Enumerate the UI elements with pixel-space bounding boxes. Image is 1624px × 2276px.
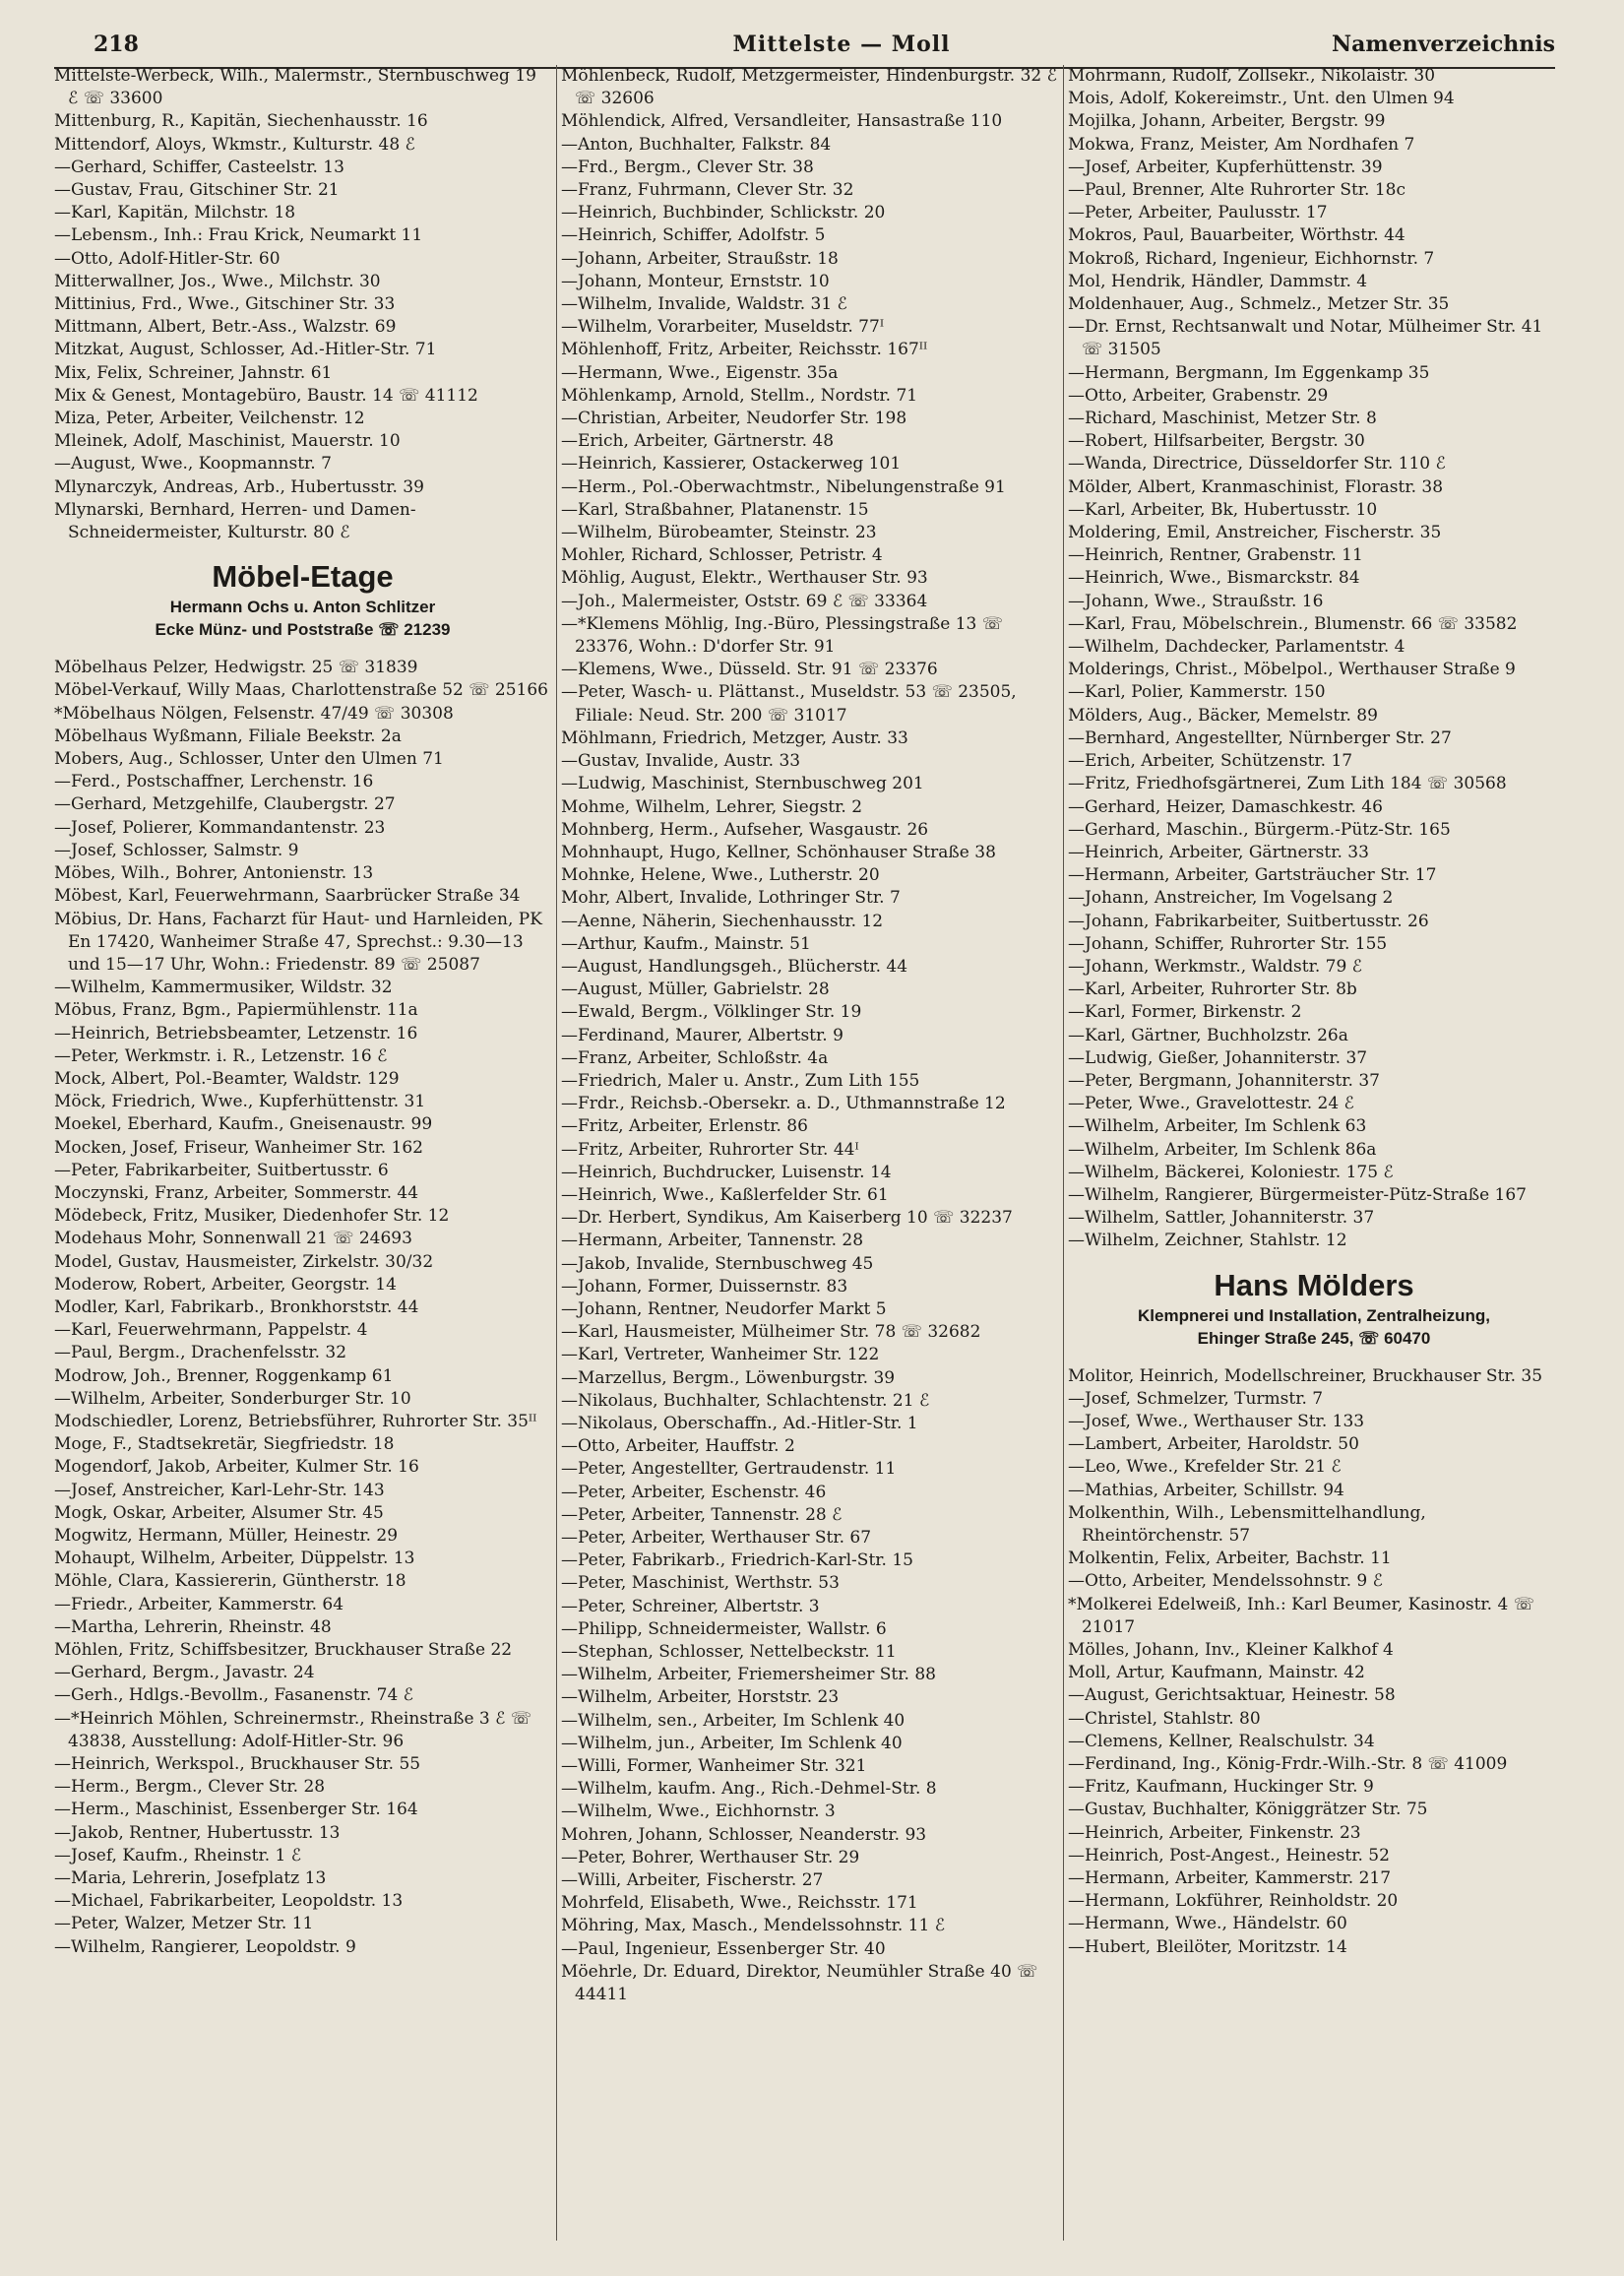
- directory-entry: Mlynarski, Bernhard, Herren- und Damen-Schneidermeister, Kulturstr. 80 ℰ: [54, 499, 416, 543]
- directory-entry: Mitterwallner, Jos., Wwe., Milchstr. 30: [54, 271, 381, 291]
- column-3: [1068, 65, 1560, 2250]
- directory-entry: —Wilhelm, jun., Arbeiter, Im Schlenk 40: [561, 1733, 903, 1753]
- directory-entry: Mogk, Oskar, Arbeiter, Alsumer Str. 45: [54, 1502, 384, 1523]
- directory-entry: —Gerhard, Metzgehilfe, Claubergstr. 27: [54, 794, 396, 815]
- page-header: [54, 28, 1555, 69]
- directory-entry: —Peter, Maschinist, Werthstr. 53: [561, 1573, 840, 1594]
- directory-entry: —Maria, Lehrerin, Josefplatz 13: [54, 1868, 327, 1889]
- ad-line: Ehinger Straße 245, ☏ 60470: [1197, 1328, 1431, 1348]
- directory-entry: Möhlenkamp, Arnold, Stellm., Nordstr. 71: [561, 385, 918, 406]
- directory-entry: —Wilhelm, Zeichner, Stahlstr. 12: [1068, 1231, 1347, 1251]
- directory-entry: —Peter, Walzer, Metzer Str. 11: [54, 1914, 314, 1934]
- directory-entry: —Philipp, Schneidermeister, Wallstr. 6: [561, 1618, 887, 1639]
- directory-entry: —Heinrich, Kassierer, Ostackerweg 101: [561, 454, 902, 474]
- directory-entry: —Franz, Arbeiter, Schloßstr. 4a: [561, 1047, 829, 1068]
- directory-entry: —Frd., Bergm., Clever Str. 38: [561, 157, 814, 177]
- ad-line: Klempnerei und Installation, Zentralheizung,: [1138, 1305, 1490, 1325]
- directory-entry: —Christian, Arbeiter, Neudorfer Str. 198: [561, 409, 907, 429]
- directory-entry: —Otto, Arbeiter, Hauffstr. 2: [561, 1436, 795, 1457]
- directory-entry: —Karl, Feuerwehrmann, Pappelstr. 4: [54, 1320, 368, 1341]
- directory-entry: —Clemens, Kellner, Realschulstr. 34: [1068, 1731, 1375, 1751]
- directory-entry: Möbel-Verkauf, Willy Maas, Charlottenstraße 52 ☏ 25166: [54, 680, 548, 701]
- directory-entry: Mogwitz, Hermann, Müller, Heinestr. 29: [54, 1525, 399, 1546]
- directory-entry: Modler, Karl, Fabrikarb., Bronkhorststr. 44: [54, 1296, 419, 1317]
- directory-entry: Molkentin, Felix, Arbeiter, Bachstr. 11: [1068, 1549, 1392, 1569]
- directory-entry: —Frdr., Reichsb.-Obersekr. a. D., Uthmannstraße 12: [561, 1094, 1006, 1114]
- directory-entry: Moge, F., Stadtsekretär, Siegfriedstr. 18: [54, 1434, 395, 1455]
- directory-entry: Möck, Friedrich, Wwe., Kupferhüttenstr. 31: [54, 1092, 426, 1112]
- directory-entry: Mohaupt, Wilhelm, Arbeiter, Düppelstr. 13: [54, 1549, 415, 1569]
- ad-line: Ecke Münz- und Poststraße ☏ 21239: [155, 620, 451, 640]
- directory-entry: —Wilhelm, Invalide, Waldstr. 31 ℰ: [561, 294, 847, 315]
- directory-entry: Mohnberg, Herm., Aufseher, Wasgaustr. 26: [561, 819, 929, 840]
- directory-entry: —Karl, Straßbahner, Platanenstr. 15: [561, 499, 869, 520]
- directory-entry: —Lebensm., Inh.: Frau Krick, Neumarkt 11: [54, 225, 423, 246]
- entry-list: [561, 65, 1058, 2006]
- directory-entry: Möbelhaus Pelzer, Hedwigstr. 25 ☏ 31839: [54, 658, 418, 678]
- directory-entry: —Klemens, Wwe., Düsseld. Str. 91 ☏ 23376: [561, 660, 938, 680]
- directory-entry: —Johann, Rentner, Neudorfer Markt 5: [561, 1298, 887, 1319]
- directory-entry: —Dr. Herbert, Syndikus, Am Kaiserberg 10 ☏ 32237: [561, 1208, 1013, 1229]
- directory-entry: —Heinrich, Buchbinder, Schlickstr. 20: [561, 203, 886, 223]
- directory-entry: —Peter, Wasch- u. Plättanst., Museldstr. 53 ☏ 23505, Filiale: Neud. Str. 200 ☏ 31017: [561, 682, 1017, 726]
- directory-entry: —Wilhelm, Bäckerei, Koloniestr. 175 ℰ: [1068, 1162, 1394, 1182]
- directory-entry: Moldering, Emil, Anstreicher, Fischerstr. 35: [1068, 523, 1442, 543]
- directory-entry: Modrow, Joh., Brenner, Roggenkamp 61: [54, 1365, 394, 1386]
- directory-entry: —Peter, Wwe., Gravelottestr. 24 ℰ: [1068, 1094, 1354, 1114]
- directory-entry: Mittendorf, Aloys, Wkmstr., Kulturstr. 48 ℰ: [54, 134, 415, 155]
- directory-entry: —Peter, Arbeiter, Tannenstr. 28 ℰ: [561, 1504, 843, 1525]
- directory-entry: —Karl, Polier, Kammerstr. 150: [1068, 682, 1326, 703]
- directory-entry: —Heinrich, Post-Angest., Heinestr. 52: [1068, 1845, 1390, 1865]
- directory-entry: —Gustav, Invalide, Austr. 33: [561, 751, 801, 772]
- directory-entry: —Heinrich, Arbeiter, Gärtnerstr. 33: [1068, 842, 1369, 862]
- directory-entry: —Wilhelm, Arbeiter, Horststr. 23: [561, 1687, 840, 1708]
- directory-entry: —Dr. Ernst, Rechtsanwalt und Notar, Mülheimer Str. 41 ☏ 31505: [1068, 317, 1543, 360]
- directory-entry: Möhlenhoff, Fritz, Arbeiter, Reichsstr. 167ᴵᴵ: [561, 340, 928, 360]
- directory-entry: —Fritz, Arbeiter, Ruhrorter Str. 44ᴵ: [561, 1139, 859, 1160]
- directory-entry: —Ludwig, Gießer, Johanniterstr. 37: [1068, 1047, 1368, 1068]
- directory-entry: Mojilka, Johann, Arbeiter, Bergstr. 99: [1068, 111, 1386, 132]
- ad-title: Möbel-Etage: [212, 559, 394, 595]
- directory-entry: Mix & Genest, Montagebüro, Baustr. 14 ☏ 41112: [54, 385, 478, 406]
- directory-entry: —Leo, Wwe., Krefelder Str. 21 ℰ: [1068, 1457, 1342, 1478]
- directory-entry: —Wilhelm, Rangierer, Leopoldstr. 9: [54, 1936, 356, 1957]
- directory-entry: —Herm., Bergm., Clever Str. 28: [54, 1777, 326, 1798]
- directory-entry: —Heinrich, Betriebsbeamter, Letzenstr. 16: [54, 1023, 418, 1043]
- directory-entry: —Wilhelm, Vorarbeiter, Museldstr. 77ᴵ: [561, 317, 885, 338]
- directory-entry: Mölders, Aug., Bäcker, Memelstr. 89: [1068, 705, 1378, 726]
- directory-entry: —Heinrich, Werkspol., Bruckhauser Str. 55: [54, 1754, 421, 1775]
- directory-entry: Mock, Albert, Pol.-Beamter, Waldstr. 129: [54, 1068, 400, 1089]
- advertisement-hans-moelders: [1068, 1267, 1560, 1350]
- directory-entry: Model, Gustav, Hausmeister, Zirkelstr. 30/32: [54, 1251, 434, 1272]
- directory-entry: Mohrmann, Rudolf, Zollsekr., Nikolaistr. 30: [1068, 66, 1436, 86]
- directory-entry: *Molkerei Edelweiß, Inh.: Karl Beumer, Kasinostr. 4 ☏ 21017: [1068, 1594, 1534, 1637]
- directory-entry: Mohren, Johann, Schlosser, Neanderstr. 93: [561, 1824, 927, 1845]
- directory-entry: Mleinek, Adolf, Maschinist, Mauerstr. 10: [54, 431, 401, 452]
- directory-entry: Moderow, Robert, Arbeiter, Georgstr. 14: [54, 1274, 397, 1295]
- directory-entry: —Friedrich, Maler u. Anstr., Zum Lith 155: [561, 1070, 920, 1091]
- directory-entry: Möbes, Wilh., Bohrer, Antonienstr. 13: [54, 863, 374, 884]
- directory-entry: —Gerhard, Maschin., Bürgerm.-Pütz-Str. 165: [1068, 819, 1451, 840]
- directory-entry: —Bernhard, Angestellter, Nürnberger Str. 27: [1068, 727, 1452, 748]
- directory-entry: —Wilhelm, kaufm. Ang., Rich.-Dehmel-Str. 8: [561, 1779, 937, 1800]
- directory-entry: —Johann, Wwe., Straußstr. 16: [1068, 591, 1324, 611]
- directory-entry: Mittenburg, R., Kapitän, Siechenhausstr. 16: [54, 111, 428, 132]
- directory-entry: —August, Gerichtsaktuar, Heinestr. 58: [1068, 1685, 1396, 1706]
- directory-entry: —Otto, Arbeiter, Mendelssohnstr. 9 ℰ: [1068, 1571, 1383, 1592]
- directory-entry: —Otto, Adolf-Hitler-Str. 60: [54, 248, 281, 269]
- directory-entry: —Fritz, Kaufmann, Huckinger Str. 9: [1068, 1777, 1374, 1798]
- directory-entry: Mohrfeld, Elisabeth, Wwe., Reichsstr. 171: [561, 1893, 918, 1914]
- directory-entry: —Herm., Pol.-Oberwachtmstr., Nibelungenstraße 91: [561, 476, 1006, 497]
- directory-entry: Moll, Artur, Kaufmann, Mainstr. 42: [1068, 1663, 1365, 1683]
- directory-entry: —Heinrich, Schiffer, Adolfstr. 5: [561, 225, 826, 246]
- directory-entry: Moldenhauer, Aug., Schmelz., Metzer Str. 35: [1068, 294, 1450, 315]
- directory-entry: —Hermann, Wwe., Händelstr. 60: [1068, 1914, 1347, 1934]
- directory-entry: —Hermann, Arbeiter, Kammerstr. 217: [1068, 1868, 1392, 1889]
- directory-entry: —August, Handlungsgeh., Blücherstr. 44: [561, 956, 908, 977]
- column-divider: [1063, 65, 1064, 2241]
- directory-entry: —Ferd., Postschaffner, Lerchenstr. 16: [54, 772, 374, 792]
- directory-entry: —Hermann, Lokführer, Reinholdstr. 20: [1068, 1891, 1399, 1912]
- directory-entry: —Michael, Fabrikarbeiter, Leopoldstr. 13: [54, 1891, 404, 1912]
- directory-entry: —Johann, Arbeiter, Straußstr. 18: [561, 248, 839, 269]
- directory-entry: Mitzkat, August, Schlosser, Ad.-Hitler-Str. 71: [54, 340, 437, 360]
- directory-entry: Mobers, Aug., Schlosser, Unter den Ulmen 71: [54, 749, 444, 770]
- directory-entry: —Karl, Vertreter, Wanheimer Str. 122: [561, 1345, 880, 1365]
- directory-entry: Miza, Peter, Arbeiter, Veilchenstr. 12: [54, 409, 365, 429]
- directory-entry: —August, Müller, Gabrielstr. 28: [561, 980, 830, 1000]
- directory-entry: —Johann, Anstreicher, Im Vogelsang 2: [1068, 888, 1394, 909]
- directory-entry: —Franz, Fuhrmann, Clever Str. 32: [561, 180, 854, 201]
- directory-entry: —Karl, Gärtner, Buchholzstr. 26a: [1068, 1025, 1348, 1045]
- directory-entry: —*Klemens Möhlig, Ing.-Büro, Plessingstraße 13 ☏ 23376, Wohn.: D'dorfer Str. 91: [561, 613, 1003, 658]
- directory-entry: Mittmann, Albert, Betr.-Ass., Walzstr. 69: [54, 317, 397, 338]
- directory-entry: —Karl, Kapitän, Milchstr. 18: [54, 203, 296, 223]
- directory-entry: Möhlig, August, Elektr., Werthauser Str. 93: [561, 568, 928, 589]
- directory-entry: —Lambert, Arbeiter, Haroldstr. 50: [1068, 1434, 1359, 1455]
- directory-entry: —Jakob, Invalide, Sternbuschweg 45: [561, 1253, 874, 1274]
- directory-entry: —Wilhelm, sen., Arbeiter, Im Schlenk 40: [561, 1710, 906, 1731]
- directory-entry: —Otto, Arbeiter, Grabenstr. 29: [1068, 385, 1329, 406]
- directory-entry: Mohr, Albert, Invalide, Lothringer Str. 7: [561, 888, 901, 909]
- directory-entry: Mohler, Richard, Schlosser, Petristr. 4: [561, 545, 883, 566]
- directory-entry: —Peter, Angestellter, Gertraudenstr. 11: [561, 1459, 897, 1480]
- directory-entry: —Willi, Arbeiter, Fischerstr. 27: [561, 1870, 824, 1891]
- directory-entry: —Wilhelm, Arbeiter, Im Schlenk 86a: [1068, 1139, 1377, 1160]
- directory-entry: Möhlenbeck, Rudolf, Metzgermeister, Hindenburgstr. 32 ℰ ☏ 32606: [561, 66, 1057, 109]
- directory-entry: —Paul, Brenner, Alte Ruhrorter Str. 18c: [1068, 180, 1406, 201]
- directory-entry: Mölder, Albert, Kranmaschinist, Florastr. 38: [1068, 476, 1444, 497]
- directory-entry: —Wilhelm, Arbeiter, Sonderburger Str. 10: [54, 1388, 411, 1409]
- section-title: Namenverzeichnis: [1332, 32, 1555, 57]
- page-number: 218: [94, 32, 139, 57]
- directory-entry: —Aenne, Näherin, Siechenhausstr. 12: [561, 911, 884, 931]
- entry-list: [54, 657, 551, 1959]
- directory-entry: —Wilhelm, Arbeiter, Im Schlenk 63: [1068, 1116, 1367, 1137]
- directory-entry: Moczynski, Franz, Arbeiter, Sommerstr. 44: [54, 1182, 419, 1203]
- directory-entry: —Wilhelm, Wwe., Eichhornstr. 3: [561, 1802, 836, 1822]
- directory-entry: —Joh., Malermeister, Oststr. 69 ℰ ☏ 33364: [561, 591, 928, 611]
- directory-entry: Mocken, Josef, Friseur, Wanheimer Str. 162: [54, 1137, 423, 1158]
- directory-entry: Mittinius, Frd., Wwe., Gitschiner Str. 33: [54, 294, 396, 315]
- ad-line: Hermann Ochs u. Anton Schlitzer: [169, 598, 436, 617]
- directory-entry: —Karl, Frau, Möbelschrein., Blumenstr. 66 ☏ 33582: [1068, 613, 1518, 634]
- directory-entry: —Marzellus, Bergm., Löwenburgstr. 39: [561, 1367, 896, 1388]
- directory-entry: —*Heinrich Möhlen, Schreinermstr., Rheinstraße 3 ℰ ☏ 43838, Ausstellung: Adolf-Hitler-Str. 96: [54, 1708, 532, 1751]
- directory-entry: Molkenthin, Wilh., Lebensmittelhandlung, Rheintörchenstr. 57: [1068, 1502, 1426, 1546]
- directory-entry: —Hermann, Arbeiter, Gartsträucher Str. 17: [1068, 865, 1437, 886]
- directory-entry: —Josef, Arbeiter, Kupferhüttenstr. 39: [1068, 157, 1383, 177]
- directory-entry: Mol, Hendrik, Händler, Dammstr. 4: [1068, 271, 1368, 291]
- directory-entry: —Josef, Polierer, Kommandantenstr. 23: [54, 817, 386, 838]
- directory-entry: —Wilhelm, Kammermusiker, Wildstr. 32: [54, 978, 393, 998]
- directory-entry: Moekel, Eberhard, Kaufm., Gneisenaustr. 99: [54, 1114, 433, 1135]
- directory-entry: —Gustav, Buchhalter, Königgrätzer Str. 75: [1068, 1800, 1428, 1820]
- directory-entry: —Josef, Schlosser, Salmstr. 9: [54, 840, 299, 860]
- directory-entry: Mokros, Paul, Bauarbeiter, Wörthstr. 44: [1068, 225, 1405, 246]
- directory-entry: Mohnke, Helene, Wwe., Lutherstr. 20: [561, 865, 880, 886]
- directory-entry: —Peter, Bergmann, Johanniterstr. 37: [1068, 1070, 1380, 1091]
- directory-entry: —Wilhelm, Bürobeamter, Steinstr. 23: [561, 523, 877, 543]
- directory-entry: Mokwa, Franz, Meister, Am Nordhafen 7: [1068, 134, 1415, 155]
- directory-entry: —Johann, Former, Duissernstr. 83: [561, 1276, 848, 1296]
- directory-entry: —Johann, Werkmstr., Waldstr. 79 ℰ: [1068, 956, 1362, 977]
- directory-entry: —Heinrich, Buchdrucker, Luisenstr. 14: [561, 1162, 892, 1182]
- directory-entry: Möbus, Franz, Bgm., Papiermühlenstr. 11a: [54, 1000, 418, 1021]
- directory-entry: —Friedr., Arbeiter, Kammerstr. 64: [54, 1594, 344, 1614]
- directory-entry: —Erich, Arbeiter, Schützenstr. 17: [1068, 751, 1353, 772]
- directory-entry: —Ferdinand, Ing., König-Frdr.-Wilh.-Str. 8 ☏ 41009: [1068, 1754, 1508, 1775]
- directory-entry: Mix, Felix, Schreiner, Jahnstr. 61: [54, 362, 333, 383]
- column-1: [54, 65, 551, 2250]
- directory-entry: Mogendorf, Jakob, Arbeiter, Kulmer Str. 16: [54, 1457, 419, 1478]
- directory-entry: —Karl, Arbeiter, Bk, Hubertusstr. 10: [1068, 499, 1378, 520]
- directory-entry: —Willi, Former, Wanheimer Str. 321: [561, 1756, 867, 1777]
- directory-entry: Möbest, Karl, Feuerwehrmann, Saarbrücker Straße 34: [54, 886, 521, 907]
- running-title: Mittelste — Moll: [732, 32, 951, 57]
- directory-entry: —Josef, Wwe., Werthauser Str. 133: [1068, 1411, 1365, 1431]
- directory-entry: —Josef, Kaufm., Rheinstr. 1 ℰ: [54, 1845, 302, 1865]
- directory-entry: Mohme, Wilhelm, Lehrer, Siegstr. 2: [561, 796, 863, 817]
- directory-entry: —August, Wwe., Koopmannstr. 7: [54, 454, 332, 474]
- directory-entry: Mlynarczyk, Andreas, Arb., Hubertusstr. 39: [54, 476, 424, 497]
- directory-entry: Möbelhaus Wyßmann, Filiale Beekstr. 2a: [54, 726, 402, 746]
- directory-entry: —Heinrich, Wwe., Bismarckstr. 84: [1068, 568, 1360, 589]
- entry-list: [1068, 65, 1560, 1253]
- directory-entry: —Karl, Former, Birkenstr. 2: [1068, 1002, 1302, 1023]
- directory-entry: —Christel, Stahlstr. 80: [1068, 1708, 1261, 1729]
- directory-entry: —Wilhelm, Dachdecker, Parlamentstr. 4: [1068, 637, 1405, 658]
- directory-entry: Möhring, Max, Masch., Mendelssohnstr. 11 ℰ: [561, 1916, 946, 1936]
- directory-entry: —Arthur, Kaufm., Mainstr. 51: [561, 933, 811, 954]
- directory-entry: —Karl, Hausmeister, Mülheimer Str. 78 ☏ 32682: [561, 1322, 981, 1343]
- directory-entry: —Hubert, Bleilöter, Moritzstr. 14: [1068, 1936, 1347, 1957]
- directory-entry: —Wilhelm, Arbeiter, Friemersheimer Str. 88: [561, 1665, 936, 1685]
- directory-entry: —Herm., Maschinist, Essenberger Str. 164: [54, 1800, 418, 1820]
- directory-entry: —Stephan, Schlosser, Nettelbeckstr. 11: [561, 1642, 897, 1663]
- directory-entry: —Karl, Arbeiter, Ruhrorter Str. 8b: [1068, 980, 1357, 1000]
- entry-list: [1068, 1365, 1560, 1959]
- directory-entry: —Gerhard, Schiffer, Casteelstr. 13: [54, 157, 344, 177]
- directory-entry: —Gustav, Frau, Gitschiner Str. 21: [54, 180, 340, 201]
- column-2: [561, 65, 1058, 2250]
- directory-entry: Molderings, Christ., Möbelpol., Werthauser Straße 9: [1068, 660, 1516, 680]
- directory-entry: —Hermann, Wwe., Eigenstr. 35a: [561, 362, 839, 383]
- directory-entry: —Paul, Bergm., Drachenfelsstr. 32: [54, 1343, 347, 1363]
- directory-entry: —Johann, Fabrikarbeiter, Suitbertusstr. 26: [1068, 911, 1429, 931]
- directory-entry: —Josef, Anstreicher, Karl-Lehr-Str. 143: [54, 1480, 385, 1500]
- directory-entry: —Anton, Buchhalter, Falkstr. 84: [561, 134, 832, 155]
- directory-entry: —Peter, Arbeiter, Paulusstr. 17: [1068, 203, 1328, 223]
- directory-entry: Möhle, Clara, Kassiererin, Güntherstr. 18: [54, 1571, 406, 1592]
- directory-entry: —Gerhard, Heizer, Damaschkestr. 46: [1068, 796, 1383, 817]
- directory-entry: Möehrle, Dr. Eduard, Direktor, Neumühler Straße 40 ☏ 44411: [561, 1961, 1038, 2005]
- directory-entry: —Josef, Schmelzer, Turmstr. 7: [1068, 1388, 1324, 1409]
- directory-entry: —Nikolaus, Buchhalter, Schlachtenstr. 21 ℰ: [561, 1390, 930, 1411]
- directory-entry: Möbius, Dr. Hans, Facharzt für Haut- und Harnleiden, PK En 17420, Wanheimer Straße 47, Sprechst.: 9.30—13 und 15—17 Uhr, Wohn.: Friedenstr. 89 ☏ 25087: [54, 909, 542, 975]
- directory-entry: —Ludwig, Maschinist, Sternbuschweg 201: [561, 774, 924, 794]
- directory-entry: —Peter, Schreiner, Albertstr. 3: [561, 1596, 820, 1616]
- directory-entry: —Heinrich, Wwe., Kaßlerfelder Str. 61: [561, 1184, 889, 1205]
- directory-entry: Mokroß, Richard, Ingenieur, Eichhornstr. 7: [1068, 248, 1435, 269]
- directory-entry: —Paul, Ingenieur, Essenberger Str. 40: [561, 1938, 886, 1959]
- directory-entry: —Heinrich, Arbeiter, Finkenstr. 23: [1068, 1822, 1361, 1843]
- directory-entry: —Peter, Arbeiter, Eschenstr. 46: [561, 1482, 827, 1502]
- directory-entry: Mittelste-Werbeck, Wilh., Malermstr., Sternbuschweg 19 ℰ ☏ 33600: [54, 66, 536, 109]
- directory-entry: —Peter, Werkmstr. i. R., Letzenstr. 16 ℰ: [54, 1045, 388, 1066]
- directory-entry: Mölles, Johann, Inv., Kleiner Kalkhof 4: [1068, 1640, 1394, 1660]
- directory-entry: —Erich, Arbeiter, Gärtnerstr. 48: [561, 431, 835, 452]
- directory-entry: —Peter, Fabrikarbeiter, Suitbertusstr. 6: [54, 1160, 389, 1180]
- entry-list: [54, 65, 551, 544]
- ad-title: Hans Mölders: [1214, 1267, 1414, 1302]
- directory-entry: —Wilhelm, Sattler, Johanniterstr. 37: [1068, 1208, 1375, 1229]
- directory-entry: —Hermann, Bergmann, Im Eggenkamp 35: [1068, 362, 1430, 383]
- directory-entry: Möhlmann, Friedrich, Metzger, Austr. 33: [561, 727, 908, 748]
- directory-entry: Modschiedler, Lorenz, Betriebsführer, Ruhrorter Str. 35ᴵᴵ: [54, 1411, 537, 1431]
- directory-entry: —Nikolaus, Oberschaffn., Ad.-Hitler-Str. 1: [561, 1413, 918, 1433]
- directory-entry: *Möbelhaus Nölgen, Felsenstr. 47/49 ☏ 30308: [54, 703, 454, 724]
- directory-entry: Mödebeck, Fritz, Musiker, Diedenhofer Str. 12: [54, 1206, 450, 1227]
- directory-entry: —Robert, Hilfsarbeiter, Bergstr. 30: [1068, 431, 1365, 452]
- directory-entry: Möhlendick, Alfred, Versandleiter, Hansastraße 110: [561, 111, 1003, 132]
- directory-entry: —Gerhard, Bergm., Javastr. 24: [54, 1663, 315, 1683]
- directory-entry: —Ferdinand, Maurer, Albertstr. 9: [561, 1025, 843, 1045]
- directory-entry: —Martha, Lehrerin, Rheinstr. 48: [54, 1616, 332, 1637]
- directory-entry: —Peter, Fabrikarb., Friedrich-Karl-Str. 15: [561, 1550, 913, 1571]
- directory-entry: —Gerh., Hdlgs.-Bevollm., Fasanenstr. 74 ℰ: [54, 1685, 413, 1706]
- directory-entry: Mois, Adolf, Kokereimstr., Unt. den Ulmen 94: [1068, 89, 1455, 109]
- directory-entry: Möhlen, Fritz, Schiffsbesitzer, Bruckhauser Straße 22: [54, 1640, 513, 1660]
- directory-entry: —Mathias, Arbeiter, Schillstr. 94: [1068, 1480, 1344, 1500]
- directory-entry: —Hermann, Arbeiter, Tannenstr. 28: [561, 1231, 864, 1251]
- directory-entry: Molitor, Heinrich, Modellschreiner, Bruckhauser Str. 35: [1068, 1365, 1543, 1386]
- directory-entry: —Peter, Arbeiter, Werthauser Str. 67: [561, 1528, 872, 1548]
- directory-entry: —Johann, Monteur, Ernststr. 10: [561, 271, 830, 291]
- directory-entry: —Wilhelm, Rangierer, Bürgermeister-Pütz-Straße 167: [1068, 1184, 1527, 1205]
- directory-entry: —Richard, Maschinist, Metzer Str. 8: [1068, 409, 1377, 429]
- directory-entry: —Johann, Schiffer, Ruhrorter Str. 155: [1068, 933, 1388, 954]
- directory-entry: Modehaus Mohr, Sonnenwall 21 ☏ 24693: [54, 1229, 412, 1249]
- directory-entry: —Fritz, Friedhofsgärtnerei, Zum Lith 184 ☏ 30568: [1068, 774, 1507, 794]
- directory-entry: —Heinrich, Rentner, Grabenstr. 11: [1068, 545, 1363, 566]
- directory-entry: —Fritz, Arbeiter, Erlenstr. 86: [561, 1116, 808, 1137]
- directory-entry: —Wanda, Directrice, Düsseldorfer Str. 110 ℰ: [1068, 454, 1446, 474]
- directory-entry: —Jakob, Rentner, Hubertusstr. 13: [54, 1822, 341, 1843]
- directory-entry: —Peter, Bohrer, Werthauser Str. 29: [561, 1847, 860, 1867]
- directory-entry: —Ewald, Bergm., Völklinger Str. 19: [561, 1002, 862, 1023]
- column-divider: [556, 65, 557, 2241]
- advertisement-moebel-etage: [54, 558, 551, 641]
- directory-entry: Mohnhaupt, Hugo, Kellner, Schönhauser Straße 38: [561, 842, 996, 862]
